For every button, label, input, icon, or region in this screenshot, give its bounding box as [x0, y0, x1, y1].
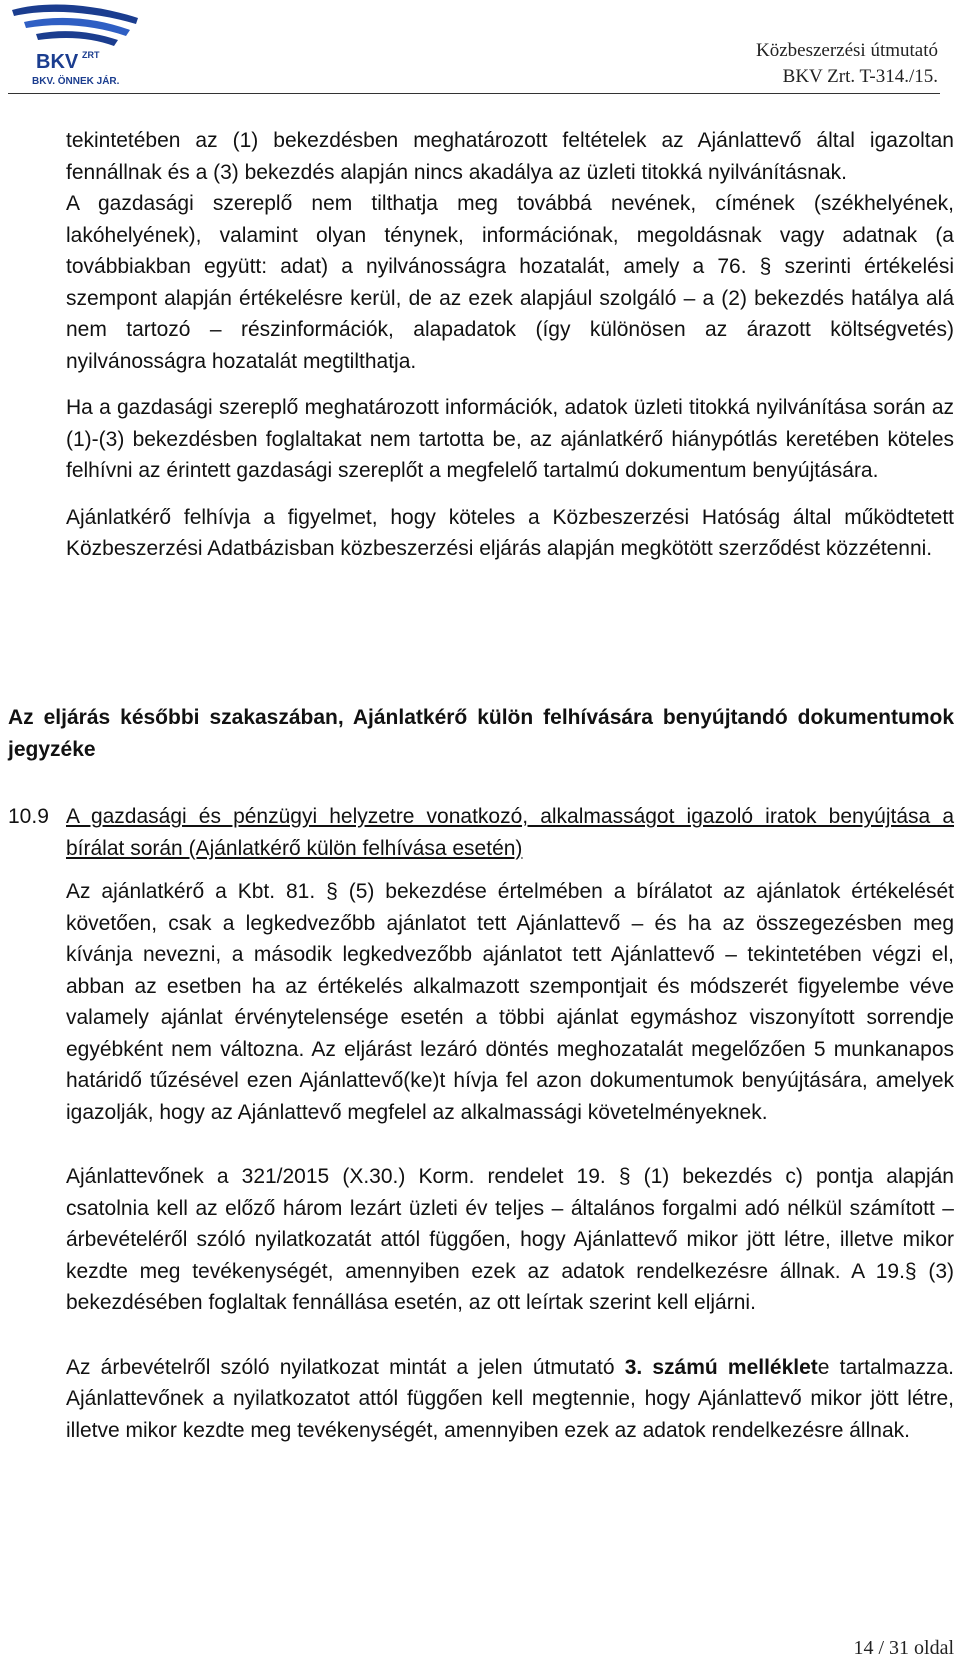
body-text-bottom — [66, 876, 954, 1446]
svg-text:BKV: BKV — [36, 51, 79, 73]
svg-text:ZRT: ZRT — [82, 50, 100, 60]
page-number: 14 / 31 oldal — [853, 1637, 954, 1659]
bkv-logo — [6, 2, 146, 90]
text-run: e tartalmazza. Ajánlattevőnek a nyilatkozatot attól függően kell megtennie, hogy Ajánlattevő mikor jött létre, illetve mikor kezdte meg tevékenységét, amennyiben ezek az adatok rendelkezésre állnak. — [66, 1355, 954, 1442]
section-heading: Az eljárás későbbi szakaszában, Ajánlatkérő külön felhívására benyújtandó dokumentumok jegyzéke — [8, 706, 954, 761]
paragraph: tekintetében az (1) bekezdésben meghatározott feltételek az Ajánlattevő által igazoltan fennállnak és a (3) bekezdés alapján nincs akadálya az üzleti titokká nyilvánításnak. — [66, 129, 954, 184]
header-info — [756, 38, 938, 90]
doc-reference: BKV Zrt. T-314./15. — [782, 66, 938, 87]
header-divider — [8, 93, 940, 94]
paragraph: Az ajánlatkérő a Kbt. 81. § (5) bekezdése értelmében a bírálatot az ajánlatok értékelését követően, csak a legkedvezőbb ajánlatot tett Ajánlattevő – és ha az összegezésben meg kívánja nevezni, a második legkedvezőbb ajánlatot tett Ajánlattevő – tekintetében végzi el, abban az esetben ha az értékelés alkalmazott szempontjait és módszerét figyelembe véve valamely ajánlat érvénytelensége esetén a többi ajánlat egymáshoz viszonyított sorrendje egyébként nem változna. Az eljárást lezáró döntés meghozatalát megelőzően 5 munkanapos határidő tűzésével ezen Ajánlattevő(ke)t hívja fel azon dokumentumok benyújtására, amelyek igazolják, hogy az Ajánlattevő megfelel az alkalmassági követelményeknek. — [66, 880, 954, 1124]
doc-title: Közbeszerzési útmutató — [755, 40, 938, 61]
subsection-number: 10.9 — [8, 805, 49, 828]
paragraph: Ha a gazdasági szereplő meghatározott információk, adatok üzleti titokká nyilvánítása során az (1)-(3) bekezdésben foglaltakat nem tartotta be, az ajánlatkérő hiánypótlás keretében köteles felhívni az érintett gazdasági szereplőt a megfelelő tartalmú dokumentum benyújtására. — [66, 396, 954, 482]
page-header — [0, 0, 960, 96]
body-text-top — [66, 125, 954, 565]
paragraph — [66, 1352, 954, 1447]
text-run: Az árbevételről szóló nyilatkozat mintát a jelen útmutató — [66, 1355, 625, 1379]
paragraph: A gazdasági szereplő nem tilthatja meg továbbá nevének, címének (székhelyének, lakóhelyének), valamint olyan ténynek, információnak, megoldásnak vagy adatnak (a továbbiakban együtt: adat) a nyilvánosságra hozatalát, amely a 76. § szerinti értékelési szempont alapján értékelésre kerül, de az ezek alapjául szolgáló – a (2) bekezdés hatálya alá nem tartozó – részinformációk, alapadatok (így különösen az árazott költségvetés) nyilvánosságra hozatalát megtilthatja. — [66, 192, 954, 373]
svg-text:BKV. ÖNNEK JÁR.: BKV. ÖNNEK JÁR. — [32, 76, 120, 87]
annex-reference: 3. számú melléklet — [624, 1355, 818, 1379]
paragraph: Ajánlattevőnek a 321/2015 (X.30.) Korm. rendelet 19. § (1) bekezdés c) pontja alapján csatolnia kell az előző három lezárt üzleti év teljes – általános forgalmi adó nélkül számított – árbevételéről szóló nyilatkozatát attól függően, hogy Ajánlattevő mikor jött létre, illetve mikor kezdte meg tevékenységét, amennyiben ezek az adatok rendelkezésre állnak. A 19.§ (3) bekezdésében foglaltak fennállása esetén, az ott leírtak szerint kell eljárni. — [66, 1165, 954, 1314]
paragraph: Ajánlatkérő felhívja a figyelmet, hogy köteles a Közbeszerzési Hatóság által működtetett Közbeszerzési Adatbázisban közbeszerzési eljárás alapján megkötött szerződést közzétenni. — [66, 505, 954, 560]
subsection-title: A gazdasági és pénzügyi helyzetre vonatkozó, alkalmasságot igazoló iratok benyújtása a bírálat során (Ajánlatkérő külön felhívása esetén) — [66, 805, 954, 860]
